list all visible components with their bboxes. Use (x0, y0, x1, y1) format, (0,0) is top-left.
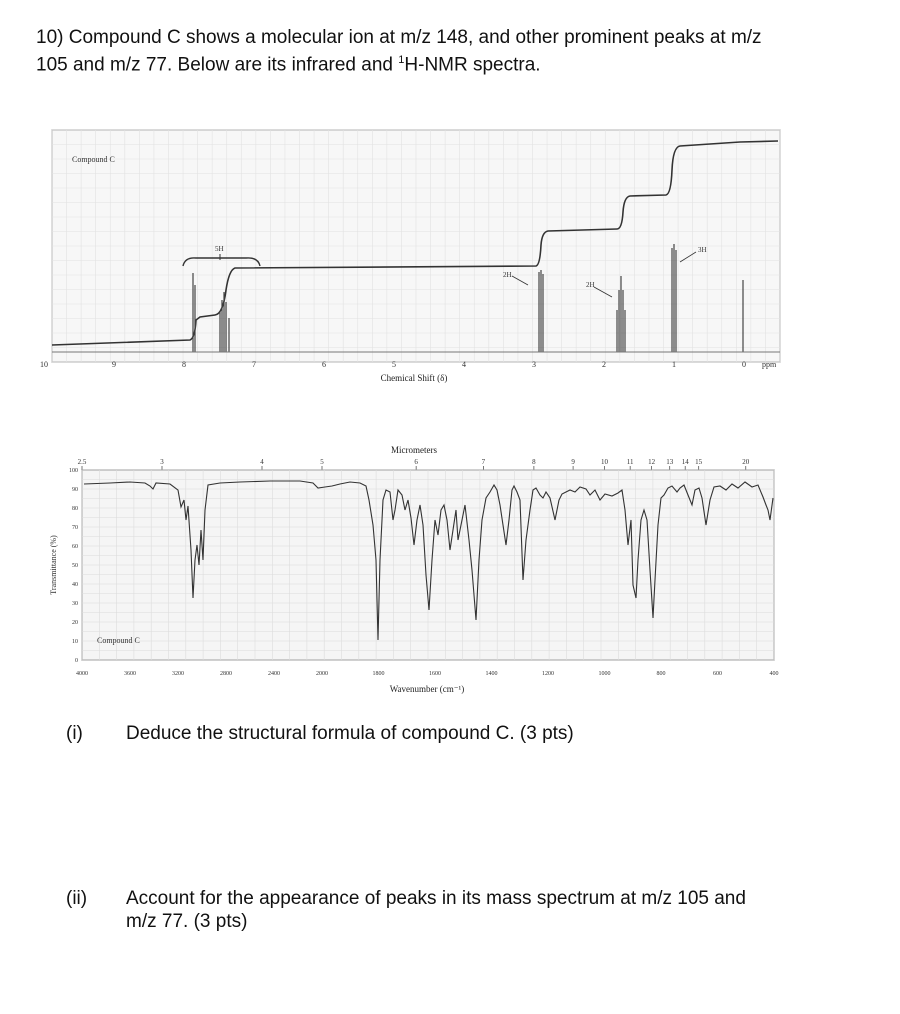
nmr-compound-label: Compound C (72, 155, 115, 164)
ir-wavenumber-tick-label: 1800 (372, 671, 385, 677)
part-ii-number: (ii) (66, 888, 88, 909)
ir-grid (82, 470, 774, 660)
nmr-tick-label: 9 (112, 360, 116, 369)
ir-y-axis-label: Transmittance (%) (49, 535, 58, 595)
ir-micrometer-tick-label: 14 (681, 458, 689, 466)
ir-y-tick-label: 80 (72, 506, 78, 512)
ir-micrometer-tick-label: 2.5 (77, 458, 87, 466)
question-number: 10) (36, 27, 64, 48)
ir-micrometer-tick-label: 11 (626, 458, 634, 466)
ir-y-tick-label: 50 (72, 563, 78, 569)
ir-wavenumber-tick-label: 800 (656, 671, 666, 677)
ir-micrometer-tick-label: 6 (414, 458, 418, 466)
ir-y-tick-label: 70 (72, 525, 78, 531)
question-line-1: 10) Compound C shows a molecular ion at m/z 148, and other prominent peaks at m/z (36, 27, 762, 48)
ir-y-tick-label: 90 (72, 487, 78, 493)
nmr-tick-label: 3 (532, 360, 536, 369)
ir-micrometer-tick-label: 3 (160, 458, 164, 466)
ir-micrometer-tick-label: 10 (601, 458, 608, 466)
nmr-int-label-2h-a: 2H (503, 271, 512, 279)
nmr-tick-label: 4 (462, 360, 466, 369)
ir-wavenumber-tick-label: 1400 (485, 671, 498, 677)
ir-wavenumber-tick-label: 600 (713, 671, 722, 677)
nmr-tick-label: 2 (602, 360, 606, 369)
question-line-2: 105 and m/z 77. Below are its infrared and $^1$H-NMR spectra. (36, 54, 541, 76)
ir-micrometer-tick-label: 12 (648, 458, 656, 466)
ir-wavenumber-tick-label: 2000 (316, 671, 328, 677)
nmr-int-label-2h-b: 2H (586, 281, 595, 289)
ir-micrometer-tick-label: 7 (481, 458, 486, 466)
ir-micrometer-ticks (78, 458, 750, 470)
ir-micrometer-tick-label: 15 (695, 458, 703, 466)
part-i-text: Deduce the structural formula of compound C. (3 pts) (126, 723, 574, 744)
nmr-int-label-5h: 5H (215, 245, 224, 253)
ir-wavenumber-tick-label: 3200 (172, 671, 184, 677)
ir-wavenumber-tick-label: 2400 (268, 671, 280, 677)
ir-wavenumber-tick-label: 3600 (124, 671, 136, 677)
nmr-unit-label: ppm (762, 360, 777, 369)
ir-wavenumber-tick-label: 400 (769, 671, 779, 677)
nmr-tick-label: 6 (322, 360, 326, 369)
nmr-tick-label: 0 (742, 360, 746, 369)
ir-micrometer-tick-label: 20 (742, 458, 750, 466)
nmr-tick-label: 8 (182, 360, 186, 369)
ir-y-tick-label: 20 (72, 620, 78, 626)
nmr-int-label-3h: 3H (698, 246, 707, 254)
ir-x-axis-label: Wavenumber (cm⁻¹) (389, 684, 465, 694)
ir-wavenumber-tick-label: 1000 (598, 671, 611, 677)
ir-y-tick-labels (69, 468, 78, 664)
nmr-spectrum (40, 130, 780, 383)
ir-wavenumber-tick-label: 4000 (76, 671, 88, 677)
ir-compound-label: Compound C (97, 636, 140, 645)
ir-micrometer-tick-label: 5 (320, 458, 324, 466)
ir-spectrum (49, 445, 779, 694)
ir-wavenumber-tick-label: 1200 (542, 671, 554, 677)
ir-micrometer-tick-label: 13 (666, 458, 674, 466)
ir-y-tick-label: 40 (72, 582, 78, 588)
part-ii-text: Account for the appearance of peaks in its mass spectrum at m/z 105 and m/z 77. (3 pts) (126, 888, 746, 932)
nmr-tick-label: 1 (672, 360, 676, 369)
ir-wavenumber-tick-label: 1600 (429, 671, 441, 677)
nmr-tick-label: 7 (252, 360, 256, 369)
nmr-tick-label: 5 (392, 360, 396, 369)
part-i (66, 722, 846, 746)
part-i-number: (i) (66, 723, 83, 744)
ir-y-tick-label: 0 (75, 658, 78, 664)
ir-y-tick-label: 30 (72, 601, 78, 607)
nmr-x-axis-label: Chemical Shift (δ) (380, 373, 448, 383)
nmr-tick-label: 10 (40, 360, 48, 369)
ir-wavenumber-tick-label: 2800 (220, 671, 232, 677)
ir-wavenumber-tick-labels (76, 671, 779, 677)
ir-top-axis-label: Micrometers (391, 445, 437, 455)
ir-micrometer-tick-label: 4 (260, 458, 264, 466)
ir-y-tick-label: 60 (72, 544, 78, 550)
part-ii (66, 887, 846, 935)
ir-micrometer-tick-label: 8 (532, 458, 536, 466)
ir-micrometer-tick-label: 9 (571, 458, 575, 466)
ir-y-tick-label: 100 (69, 468, 78, 474)
ir-y-tick-label: 10 (72, 639, 78, 645)
